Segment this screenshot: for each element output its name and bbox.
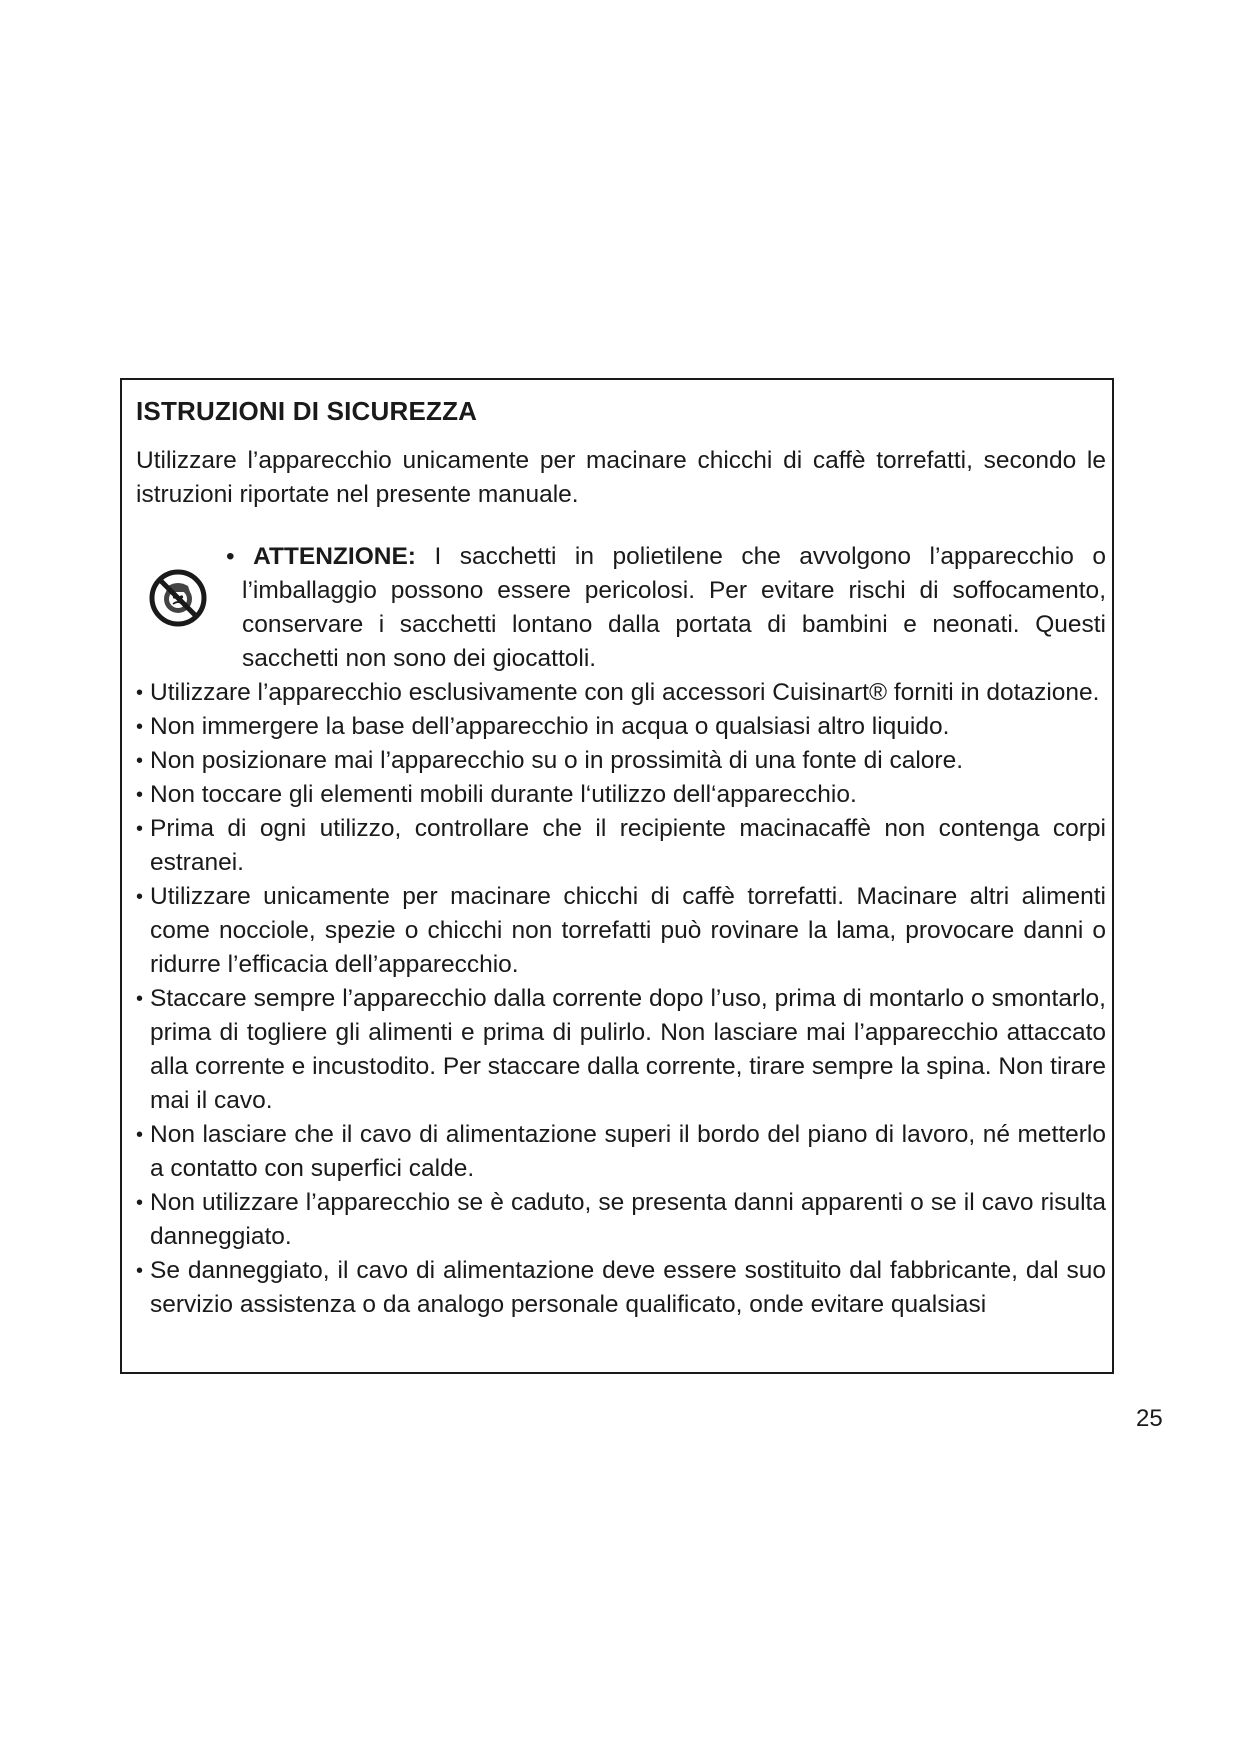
list-item: • Se danneggiato, il cavo di alimentazione deve essere sostituito dal fabbricante, dal suo servizio assistenza o da analogo personale qualificato, onde evitare qualsiasi xyxy=(136,1254,1106,1322)
warning-text: • ATTENZIONE: I sacchetti in polietilene che avvolgono l’apparecchio o l’imballaggio possono essere pericolosi. Per evitare rischi di soffocamento, conservare i sacchetti lontano dalla portata di bambini e neonati. Questi sacchetti non sono dei giocattoli. xyxy=(226,543,1106,672)
safety-instructions-box xyxy=(120,378,1114,1374)
warning-label: ATTENZIONE: xyxy=(253,543,416,570)
safety-content xyxy=(136,394,1106,1322)
list-item: • Utilizzare unicamente per macinare chicchi di caffè torrefatti. Macinare altri alimenti come nocciole, spezie o chicchi non torrefatti può rovinare la lama, provocare danni o ridurre l’efficacia dell’apparecchio. xyxy=(136,880,1106,982)
list-item: • Prima di ogni utilizzo, controllare che il recipiente macinacaffè non contenga corpi estranei. xyxy=(136,812,1106,880)
list-item: • Utilizzare l’apparecchio esclusivamente con gli accessori Cuisinart® forniti in dotazione. xyxy=(136,676,1106,710)
safety-bullet-list xyxy=(136,676,1106,1322)
list-item: • Staccare sempre l’apparecchio dalla corrente dopo l’uso, prima di montarlo o smontarlo, prima di togliere gli alimenti e prima di pulirlo. Non lasciare mai l’apparecchio attaccato alla corrente e incustodito. Per staccare dalla corrente, tirare sempre la spina. Non tirare mai il cavo. xyxy=(136,982,1106,1118)
list-item: • Non toccare gli elementi mobili durante l‘utilizzo dell‘apparecchio. xyxy=(136,778,1106,812)
warning-body: I sacchetti in polietilene che avvolgono l’apparecchio o l’imballaggio possono essere pericolosi. Per evitare rischi di soffocamento, conservare i sacchetti lontano dalla portata di bambini e neonati. Questi sacchetti non sono dei giocattoli. xyxy=(242,543,1106,672)
list-item: • Non immergere la base dell’apparecchio in acqua o qualsiasi altro liquido. xyxy=(136,710,1106,744)
list-item: • Non lasciare che il cavo di alimentazione superi il bordo del piano di lavoro, né metterlo a contatto con superfici calde. xyxy=(136,1118,1106,1186)
warning-block xyxy=(136,540,1106,676)
page-number: 25 xyxy=(1136,1405,1163,1432)
section-title: ISTRUZIONI DI SICUREZZA xyxy=(136,396,478,426)
list-item: • Non posizionare mai l’apparecchio su o in prossimità di una fonte di calore. xyxy=(136,744,1106,778)
list-item: • Non utilizzare l’apparecchio se è caduto, se presenta danni apparenti o se il cavo risulta danneggiato. xyxy=(136,1186,1106,1254)
no-plastic-bag-child-icon xyxy=(148,568,208,628)
intro-paragraph: Utilizzare l’apparecchio unicamente per macinare chicchi di caffè torrefatti, secondo le istruzioni riportate nel presente manuale. xyxy=(136,447,1106,508)
